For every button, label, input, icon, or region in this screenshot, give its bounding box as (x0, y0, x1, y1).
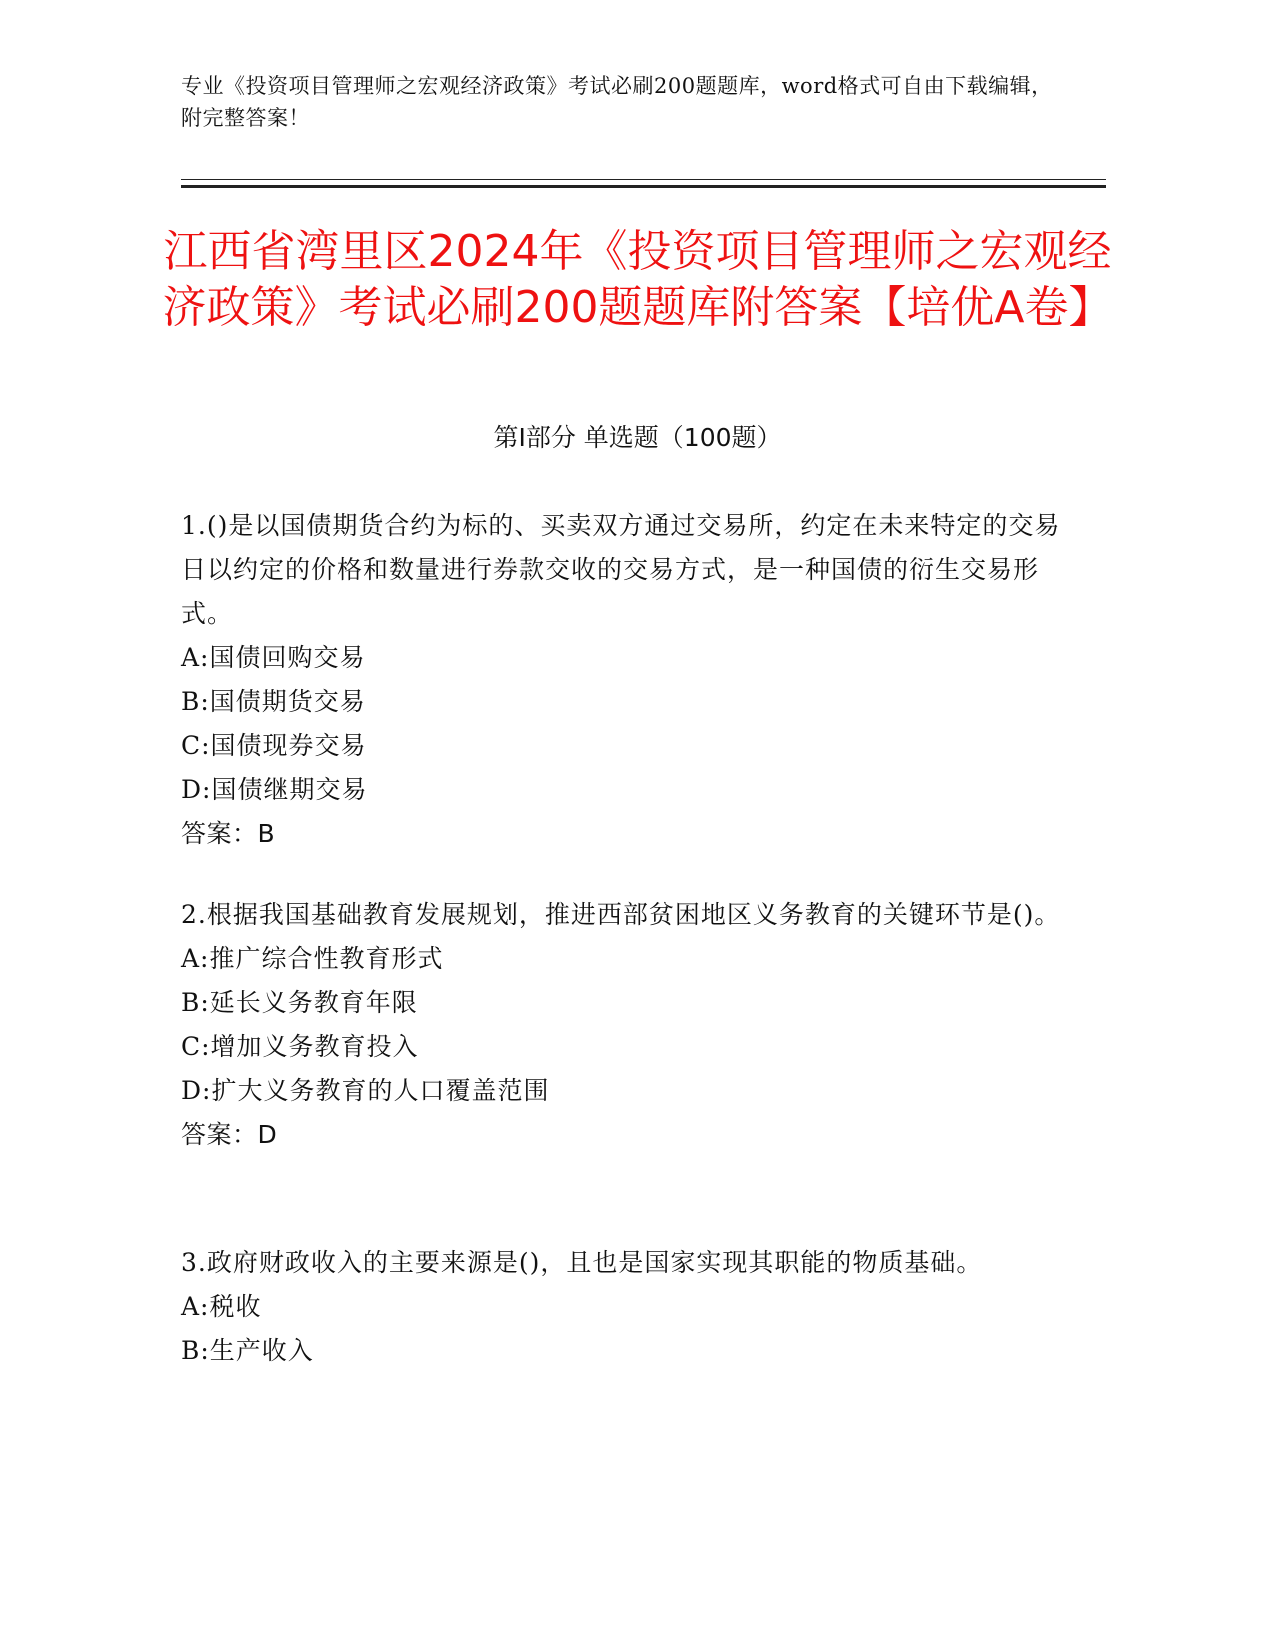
option-a: A:国债回购交易 (181, 643, 366, 672)
question-stem: 3.政府财政收入的主要来源是()，且也是国家实现其职能的物质基础。 (181, 1248, 983, 1277)
question-2 (181, 893, 1061, 1157)
option-d: D:扩大义务教育的人口覆盖范围 (181, 1076, 550, 1105)
section-heading: 第I部分 单选题（100题） (493, 423, 782, 452)
answer: 答案：B (181, 819, 276, 848)
document-title: 江西省湾里区2024年《投资项目管理师之宏观经济政策》考试必刷200题题库附答案【培优A卷】 (162, 226, 1113, 333)
option-b: B:生产收入 (181, 1336, 314, 1365)
option-b: B:国债期货交易 (181, 687, 366, 716)
option-a: A:推广综合性教育形式 (181, 944, 444, 973)
option-a: A:税收 (181, 1292, 262, 1321)
header-note: 专业《投资项目管理师之宏观经济政策》考试必刷200题题库，word格式可自由下载编辑，附完整答案！ (181, 74, 1053, 130)
option-b: B:延长义务教育年限 (181, 988, 418, 1017)
question-1 (181, 504, 1061, 856)
question-stem: 1.()是以国债期货合约为标的、买卖双方通过交易所，约定在未来特定的交易日以约定的价格和数量进行券款交收的交易方式，是一种国债的衍生交易形式。 (181, 511, 1061, 628)
answer: 答案：D (181, 1120, 278, 1149)
header-divider-thin (181, 179, 1106, 180)
option-c: C:国债现券交易 (181, 731, 367, 760)
question-3 (181, 1241, 1061, 1373)
option-d: D:国债继期交易 (181, 775, 368, 804)
header-divider-thick (181, 185, 1106, 188)
question-stem: 2.根据我国基础教育发展规划，推进西部贫困地区义务教育的关键环节是()。 (181, 900, 1061, 929)
option-c: C:增加义务教育投入 (181, 1032, 419, 1061)
